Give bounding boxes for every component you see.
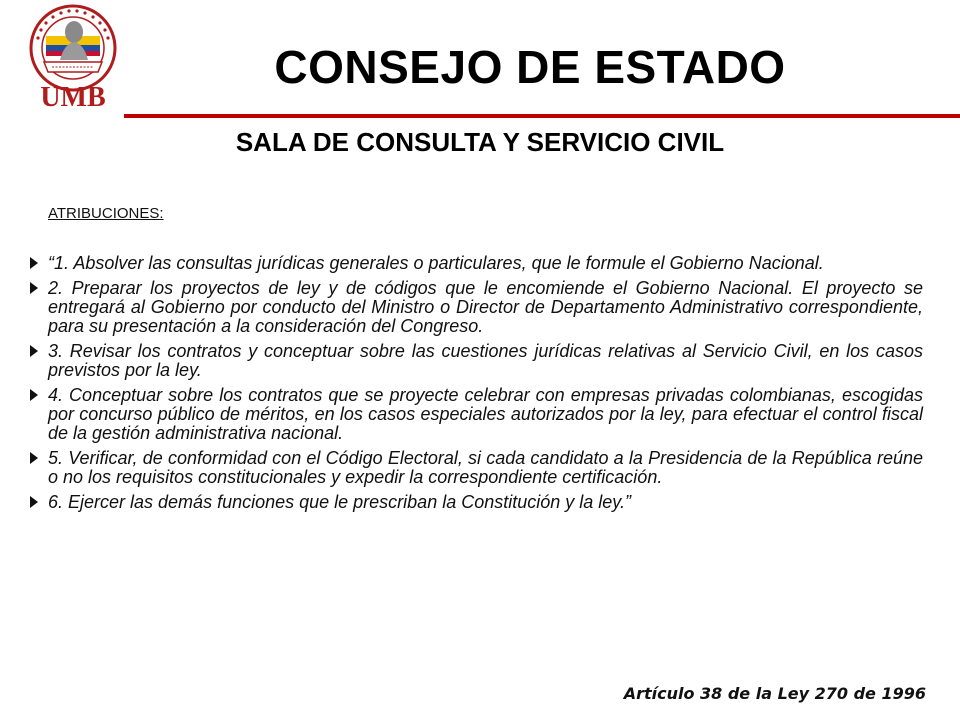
page-title: CONSEJO DE ESTADO	[274, 41, 786, 93]
list-item-text: 4. Conceptuar sobre los contratos que se proyecte celebrar con empresas privadas colombianas, escogidas por concurso público de méritos, en los casos especiales autorizados por la ley, para efectuar el control fiscal de la gestión administrativa nacional.	[48, 385, 923, 443]
attributions-list	[30, 254, 923, 518]
list-item-text: 3. Revisar los contratos y conceptuar sobre las cuestiones jurídicas relativas al Servicio Civil, en los casos previstos por la ley.	[48, 341, 923, 380]
list-item	[30, 342, 923, 380]
list-item	[30, 279, 923, 336]
list-item	[30, 254, 923, 273]
triangle-bullet-icon	[30, 282, 38, 294]
list-item	[30, 449, 923, 487]
umb-seal-icon	[8, 2, 138, 114]
list-item-text: 6. Ejercer las demás funciones que le prescriban la Constitución y la ley.”	[48, 492, 631, 512]
legal-citation: Artículo 38 de la Ley 270 de 1996	[623, 684, 926, 703]
triangle-bullet-icon	[30, 345, 38, 357]
list-item	[30, 386, 923, 443]
list-item	[30, 493, 923, 512]
list-item-text: 2. Preparar los proyectos de ley y de códigos que le encomiende el Gobierno Nacional. El proyecto se entregará al Gobierno por conducto del Ministro o Director de Departamento Administrativo correspondiente, para su presentación a la consideración del Congreso.	[48, 278, 923, 336]
title-divider	[124, 114, 960, 118]
section-label: ATRIBUCIONES:	[48, 205, 164, 222]
university-logo	[8, 2, 138, 114]
page-subtitle: SALA DE CONSULTA Y SERVICIO CIVIL	[235, 127, 725, 157]
list-item-text: 5. Verificar, de conformidad con el Código Electoral, si cada candidato a la Presidencia de la República reúne o no los requisitos constitucionales y expedir la correspondiente certificación.	[48, 448, 923, 487]
triangle-bullet-icon	[30, 257, 38, 269]
triangle-bullet-icon	[30, 452, 38, 464]
svg-text:UMB: UMB	[40, 82, 106, 113]
triangle-bullet-icon	[30, 496, 38, 508]
triangle-bullet-icon	[30, 389, 38, 401]
list-item-text: “1. Absolver las consultas jurídicas generales o particulares, que le formule el Gobierno Nacional.	[48, 253, 824, 273]
